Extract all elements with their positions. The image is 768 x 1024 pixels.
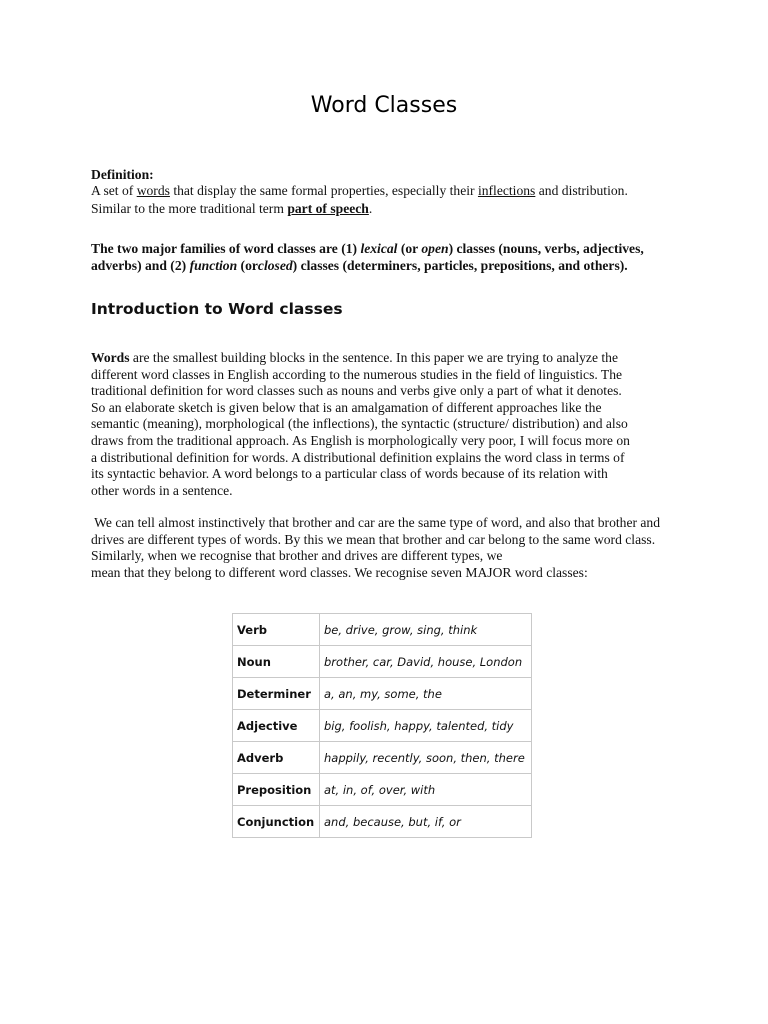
paragraph-line: We can tell almost instinctively that brother and car are the same type of word, and also that brother and (91, 515, 661, 530)
examples-cell: at, in, of, over, with (320, 774, 532, 806)
definition-text: and distribution. (535, 183, 628, 198)
table-row (233, 710, 532, 742)
examples-cell: brother, car, David, house, London (320, 646, 532, 678)
paragraph-line: drives are different types of words. By this we mean that brother and car belong to the same word class. (91, 531, 656, 547)
paragraph-text: are the smallest building blocks in the sentence. In this paper we are trying to analyze the (129, 350, 618, 365)
intro-heading: Introduction to Word classes (91, 300, 343, 318)
page-title: Word Classes (310, 93, 458, 118)
table-row (233, 646, 532, 678)
paragraph-line: its syntactic behavior. A word belongs to a particular class of words because of its relation with (91, 466, 608, 482)
table-row (233, 742, 532, 774)
examples-cell: big, foolish, happy, talented, tidy (320, 710, 532, 742)
word-class-cell: Noun (233, 646, 320, 678)
families-term-lexical: lexical (360, 241, 398, 256)
paragraph-line: other words in a sentence. (91, 482, 233, 498)
families-line-2 (91, 258, 691, 275)
paragraph-first-word: Words (91, 350, 130, 365)
paragraph-line: a distributional definition for words. A distributional definition explains the word class in terms of (91, 449, 625, 465)
word-class-cell: Determiner (233, 678, 320, 710)
families-text: adverbs) and (2) (91, 257, 190, 273)
families-term-open: open (421, 241, 449, 256)
table-row (233, 774, 532, 806)
examples-cell: a, an, my, some, the (320, 678, 532, 710)
families-text: ) classes (determiners, particles, prepositions, and others). (292, 257, 628, 273)
paragraph-line: So an elaborate sketch is given below that is an amalgamation of different approaches like the (91, 399, 602, 415)
paragraph-line: semantic (meaning), morphological (the inflections), the syntactic (structure/ distribution) and also (91, 416, 628, 432)
definition-heading: Definition: (91, 167, 154, 182)
paragraph-line: different word classes in English according to the numerous studies in the field of linguistics. The (91, 366, 623, 382)
link-part-of-speech[interactable]: part of speech (287, 201, 369, 216)
table-row (233, 614, 532, 646)
families-term-closed: closed (257, 257, 293, 273)
definition-text: that display the same formal properties, especially their (169, 183, 478, 198)
definition-line-2 (91, 201, 691, 218)
intro-paragraph-1 (91, 350, 691, 499)
word-class-cell: Preposition (233, 774, 320, 806)
table-row (233, 806, 532, 838)
definition-line-1 (91, 183, 691, 200)
families-text: (or (237, 257, 258, 273)
examples-cell: happily, recently, soon, then, there (320, 742, 532, 774)
examples-cell: and, because, but, if, or (320, 806, 532, 838)
word-class-cell: Adverb (233, 742, 320, 774)
families-term-function: function (189, 257, 238, 273)
word-classes-table (232, 613, 532, 838)
paragraph-line (91, 350, 691, 367)
families-line-1 (91, 241, 691, 258)
link-words[interactable]: words (136, 183, 170, 198)
families-text: (1) (341, 241, 358, 256)
word-class-families (91, 241, 691, 274)
definition-text: . (368, 201, 373, 216)
definition-text: A set of (91, 183, 137, 198)
examples-cell: be, drive, grow, sing, think (320, 614, 532, 646)
table-row (233, 678, 532, 710)
paragraph-line: Similarly, when we recognise that brother and drives are different types, we (91, 548, 503, 564)
paragraph-line: draws from the traditional approach. As English is morphologically very poor, I will focus more on (91, 432, 630, 448)
definition-text: Similar to the more traditional term (91, 201, 288, 216)
word-class-cell: Verb (233, 614, 320, 646)
paragraph-line: mean that they belong to different word classes. We recognise seven MAJOR word classes: (91, 564, 588, 580)
link-inflections[interactable]: inflections (477, 183, 536, 198)
paragraph-line: traditional definition for word classes such as nouns and verbs give only a part of what it denotes. (91, 383, 622, 399)
word-class-cell: Adjective (233, 710, 320, 742)
families-text: ) classes (nouns, verbs, adjectives, (448, 241, 644, 256)
word-class-cell: Conjunction (233, 806, 320, 838)
families-text: (or (397, 241, 422, 256)
families-text: The two major families of word classes are (91, 241, 342, 256)
intro-paragraph-2 (91, 515, 691, 581)
